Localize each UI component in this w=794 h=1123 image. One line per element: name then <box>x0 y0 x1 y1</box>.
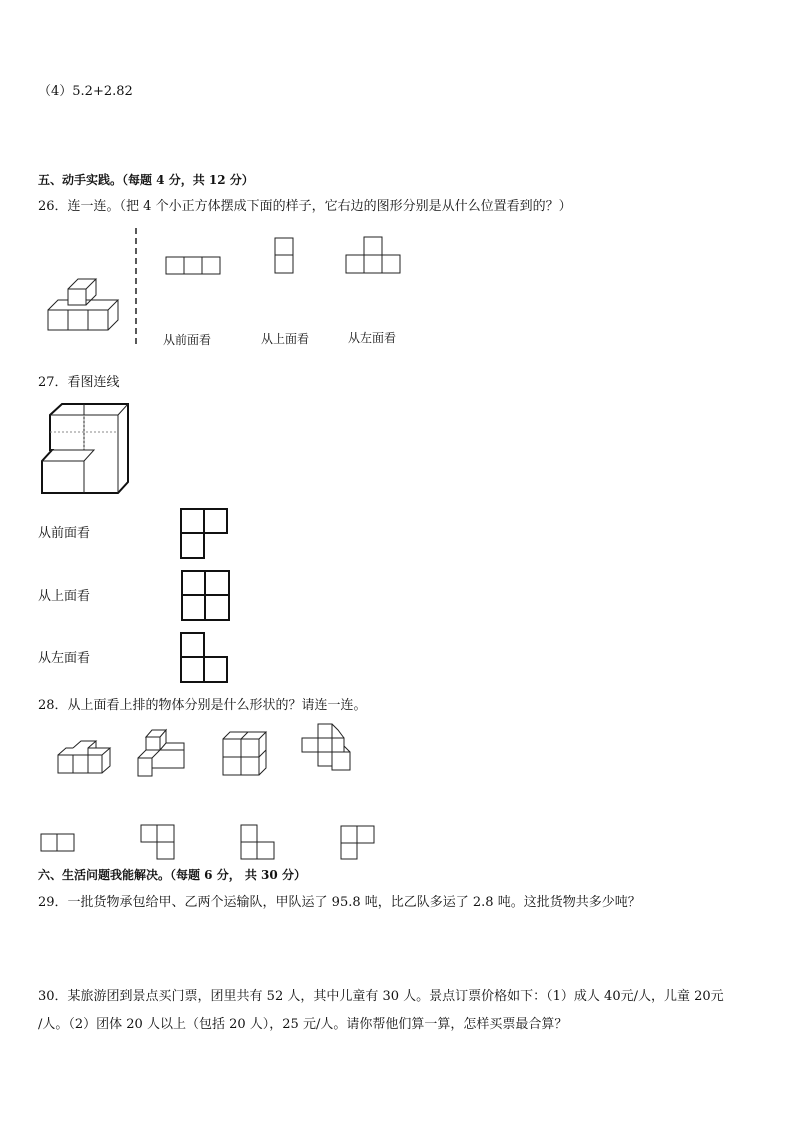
q28-view-1[interactable] <box>40 833 76 853</box>
q26-view-t-shape[interactable] <box>345 236 403 274</box>
q26-view-three-in-row[interactable] <box>165 256 221 276</box>
q28-view-4[interactable] <box>340 825 376 861</box>
q26-label-top: 从上面看 <box>261 332 310 346</box>
q27-view-l-shape-front[interactable] <box>180 508 230 560</box>
q30-stem-line2: /人。（2）团体 20 人以上（包括 20 人），25 元/人。请你帮他们算一算，怎样买票最合算？ <box>38 1017 568 1032</box>
q26-view-two-stacked[interactable] <box>274 237 296 275</box>
q26-label-left: 从左面看 <box>348 331 397 345</box>
q27-stem: 27．看图连线 <box>38 375 120 390</box>
q27-view-l-shape-left[interactable] <box>180 632 230 684</box>
q28-solid-3 <box>221 731 269 777</box>
q26-stem: 26．连一连。（把 4 个小正方体摆成下面的样子，它右边的图形分别是从什么位置看到的？） <box>38 199 572 214</box>
q28-solid-2 <box>136 728 188 780</box>
q26-cube-stack-figure <box>44 272 124 334</box>
q28-solid-4 <box>300 722 356 776</box>
q27-label-top: 从上面看 <box>38 589 91 604</box>
q28-view-2[interactable] <box>140 824 176 862</box>
q30-stem-line1: 30．某旅游团到景点买门票，团里共有 52 人，其中儿童有 30 人。景点订票价格如下：（1）成人 40元/人，儿童 20元 <box>38 989 724 1004</box>
q27-solid-figure <box>40 402 132 498</box>
section6-title: 六、生活问题我能解决。（每题 6 分， 共 30 分） <box>38 868 306 882</box>
q26-label-front: 从前面看 <box>163 333 212 347</box>
section5-title: 五、动手实践。（每题 4 分，共 12 分） <box>38 173 254 187</box>
q26-dashed-divider <box>134 228 138 348</box>
q28-view-3[interactable] <box>240 824 276 862</box>
q4-expression: （4）5.2+2.82 <box>38 84 133 99</box>
q27-label-left: 从左面看 <box>38 651 91 666</box>
q28-solid-1 <box>56 740 106 776</box>
q28-stem: 28．从上面看上排的物体分别是什么形状的？请连一连。 <box>38 698 367 713</box>
q27-view-square-grid-top[interactable] <box>181 570 231 622</box>
q29-stem: 29．一批货物承包给甲、乙两个运输队，甲队运了 95.8 吨，比乙队多运了 2.8 吨。这批货物共多少吨？ <box>38 895 641 910</box>
q27-label-front: 从前面看 <box>38 526 91 541</box>
